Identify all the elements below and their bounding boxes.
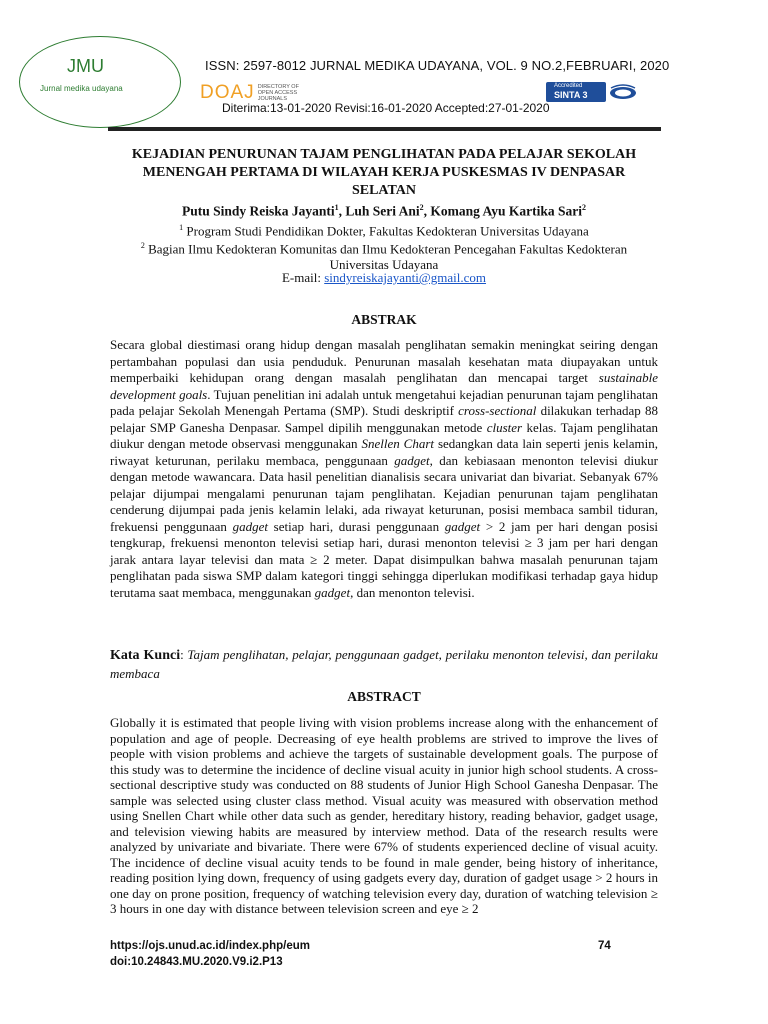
author-name: Luh Seri Ani bbox=[345, 203, 420, 219]
keywords-label: Kata Kunci bbox=[110, 648, 181, 663]
doaj-wordmark: DOAJ bbox=[200, 82, 255, 103]
paper-title: KEJADIAN PENURUNAN TAJAM PENGLIHATAN PADA PELAJAR SEKOLAH MENENGAH PERTAMA DI WILAYAH KERJA PUSKESMAS IV DENPASAR SELATAN bbox=[131, 147, 637, 198]
issn-line: ISSN: 2597-8012 JURNAL MEDIKA UDAYANA, VOL. 9 NO.2,FEBRUARI, 2020 bbox=[205, 58, 670, 73]
sinta-logo bbox=[546, 82, 642, 102]
email-line: E-mail: sindyreiskajayanti@gmail.com bbox=[281, 270, 487, 285]
abstrak-heading: ABSTRAK bbox=[351, 312, 417, 327]
abstract-paragraph: Globally it is estimated that people living with vision problems increase along with the enhancement of population and age of people. Decreasing of eye health problems are strived to improve the lives of people with vision problems and achieve the targets of sustainable development goals. The purpose of this study was to determine the incidence of decline visual acuity in junior high school students. A cross-sectional descriptive study was conducted on 88 students of Junior High School Ganesha Denpasar. The sample was selected using cluster class method. Visual acuity was measured with observation method using Snellen Chart while other data such as gender, hereditary history, reading behavior, gadget usage, and television viewing habits are measured by interview method. Data of the research results were analyzed by univariate and bivariate. There were 67% of students experienced decline of visual acuity. The incidence of decline visual acuity tends to be found in male gender, being history of inheritance, reading position lying down, frequency of using gadgets every day, duration of gadget usage > 2 hours in one day on prone position, frequency of watching television every day, duration of watching television ≥ 3 hours in one day with distance between television screen and eye ≥ 2 bbox=[110, 715, 658, 916]
sinta-name-text: SINTA 3 bbox=[554, 90, 588, 100]
affiliation-2: $^2$ Bagian Ilmu Kedokteran Komunitas dan Ilmu Kedokteran Pencegahan Fakultas Kedokteran Universitas Udayana bbox=[140, 241, 628, 273]
sinta-accredited-text: Accredited bbox=[554, 83, 583, 89]
journal-logo-subtitle: Jurnal medika udayana bbox=[40, 84, 123, 93]
page-number: 74 bbox=[598, 940, 611, 952]
abstrak-paragraph: Secara global diestimasi orang hidup dengan masalah penglihatan semakin meningkat seiring dengan pertambahan populasi dan usia penduduk. Penurunan masalah kesehatan mata diupayakan untuk memperbaiki kehidupan orang dengan masalah penglihatan dan mencapai target sustainable development goals. Tujuan penelitian ini adalah untuk mengetahui kejadian penurunan tajam penglihatan pada pelajar Sekolah Menengah Pertama (SMP). Studi deskriptif cross-sectional dilakukan terhadap 88 pelajar SMP Ganesha Denpasar. Sampel dipilih menggunakan metode cluster kelas. Tajam penglihatan diukur dengan metode observasi menggunakan Snellen Chart sedangkan data lain seperti jenis kelamin, riwayat keturunan, perilaku membaca, penggunaan gadget, dan kebiasaan menonton televisi diukur dengan metode wawancara. Data hasil penelitian dianalisis secara univariat dan bivariat. Sebanyak 67% pelajar dijumpai mengalami penurunan tajam penglihatan. Kejadian penurunan tajam penglihatan cenderung dijumpai pada jenis kelamin lelaki, ada riwayat keturunan, posisi membaca sambil tiduran, frekuensi penggunaan gadget setiap hari, durasi penggunaan gadget > 2 jam per hari dengan posisi tengkurap, frekuensi menonton televisi setiap hari, durasi menonton televisi ≥ 3 jam per hari dengan jarak antara layar televisi dan mata ≥ 2 meter. Dapat disimpulkan bahwa masalah penurunan tajam penglihatan pada siswa SMP dalam kategori tinggi sehingga diperlukan modifikasi terhadap gaya hidup terutama saat membaca, menggunakan gadget, dan menonton televisi. bbox=[110, 337, 659, 600]
keywords: Kata Kunci: Tajam penglihatan, pelajar, penggunaan gadget, perilaku menonton televisi, dan perilaku membaca bbox=[110, 647, 658, 681]
journal-logo-text: JMU bbox=[67, 56, 104, 76]
doaj-caption: DIRECTORY OF OPEN ACCESS JOURNALS bbox=[257, 84, 299, 102]
author-list: Putu Sindy Reiska Jayanti$^1$, Luh Seri Ani$^2$, Komang Ayu Kartika Sari$^2$ bbox=[181, 203, 587, 219]
submission-dates: Diterima:13-01-2020 Revisi:16-01-2020 Accepted:27-01-2020 bbox=[222, 101, 550, 115]
affiliation-1: $^1$ Program Studi Pendidikan Dokter, Fakultas Kedokteran Universitas Udayana bbox=[179, 223, 589, 239]
journal-logo bbox=[19, 36, 181, 128]
sinta-emblem-icon bbox=[608, 84, 638, 100]
author-name: Komang Ayu Kartika Sari bbox=[430, 203, 583, 219]
doi: doi:10.24843.MU.2020.V9.i2.P13 bbox=[110, 956, 283, 968]
author-name: Putu Sindy Reiska Jayanti bbox=[181, 203, 335, 219]
header-divider bbox=[108, 127, 661, 131]
abstract-heading: ABSTRACT bbox=[347, 689, 421, 704]
keywords-text: Tajam penglihatan, pelajar, penggunaan gadget, perilaku menonton televisi, dan perilaku membaca bbox=[110, 647, 658, 681]
sinta-badge bbox=[546, 82, 606, 102]
email-link[interactable]: sindyreiskajayanti@gmail.com bbox=[324, 270, 487, 285]
journal-url[interactable]: https://ojs.unud.ac.id/index.php/eum bbox=[110, 940, 310, 952]
